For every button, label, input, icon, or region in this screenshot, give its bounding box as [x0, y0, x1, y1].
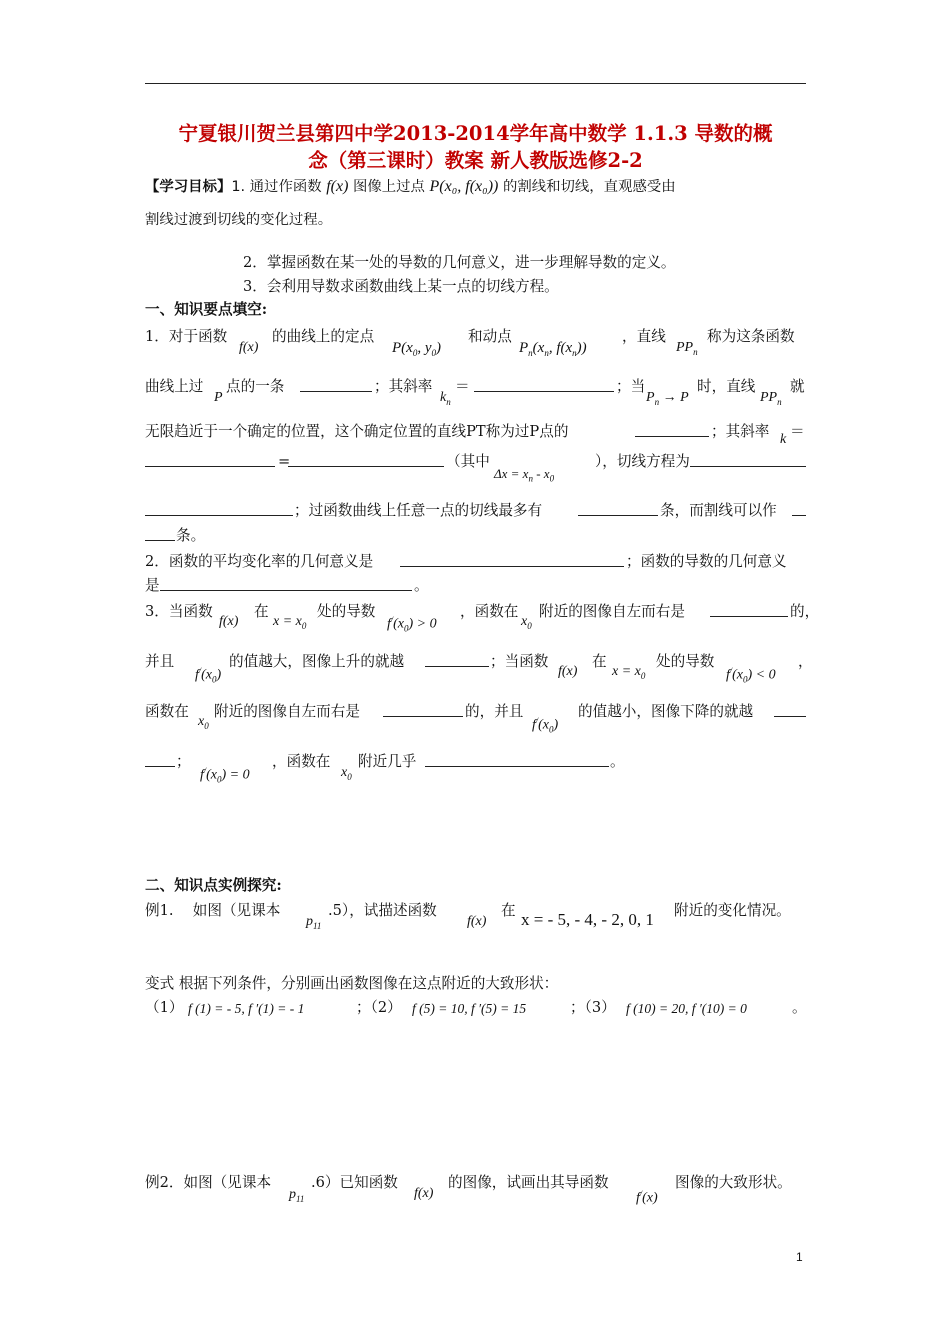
math-kn: $k_n$	[440, 390, 451, 407]
goals-line1: 【学习目标】1. 通过作函数 f(x) 图像上过点 P(x₀, f(x₀)) 的割线和切线，直观感受由	[145, 178, 676, 195]
math-p: P	[214, 390, 223, 405]
math-point-p: $P(x_0$, $y_0$)	[392, 340, 441, 358]
example1-label: 例1. 如图（见课本	[145, 902, 281, 919]
math-x0: $x_0$	[341, 765, 352, 782]
math-ppn: $PP_n$	[760, 390, 782, 407]
goals-item3: 3．会利用导数求函数曲线上某一点的切线方程。	[243, 278, 559, 295]
math-fprime-x: f/(x)	[636, 1189, 658, 1206]
blank-derivative-meaning[interactable]	[160, 576, 412, 591]
math-fprime-lt0: $f^/(x_0) < 0$	[726, 666, 776, 685]
document-title-line2: 念（第三课时）教案 新人教版选修2-2	[308, 149, 643, 172]
blank-flat[interactable]	[425, 752, 609, 767]
math-fx: f(x)	[558, 664, 578, 679]
math-ppn: $PP_n$	[676, 340, 698, 357]
page-number: 1	[796, 1250, 803, 1264]
math-fprime-gt0: $f^/(x_0) > 0$	[387, 615, 437, 634]
math-delta-x: $\Delta x = x_n - x_0$	[494, 466, 555, 484]
math-x-values: x = - 5, - 4, - 2, 0, 1	[521, 910, 654, 929]
blank-tangent-count[interactable]	[578, 501, 658, 516]
math-cond1: f (1) = - 5, f ′(1) = - 1	[188, 1001, 305, 1016]
blank-increasing[interactable]	[710, 602, 788, 617]
blank-slope-kn[interactable]	[474, 377, 614, 392]
blank-decreasing[interactable]	[383, 702, 463, 717]
math-x-eq-x0: $x = x_0$	[273, 614, 307, 631]
blank-steeper-up[interactable]	[425, 652, 489, 667]
blank-secant-count-a[interactable]	[792, 501, 806, 516]
variant-text: 变式 根据下列条件，分别画出函数图像在这点附近的大致形状：	[145, 975, 559, 992]
math-fprime-x0: $f^/(x_0)$	[532, 716, 559, 735]
blank-steeper-down-b[interactable]	[145, 752, 175, 767]
blank-avg-rate-meaning[interactable]	[400, 552, 624, 567]
blank-tangent[interactable]	[635, 422, 709, 437]
math-fprime-eq0: $f^/(x_0) = 0$	[200, 766, 250, 785]
math-fx: f(x)	[219, 614, 239, 629]
math-fx: f(x)	[239, 340, 259, 355]
goals-label: 【学习目标】	[145, 179, 232, 195]
math-x-eq-x0: $x = x_0$	[612, 664, 646, 681]
math-fprime-x0: $f^/(x_0)$	[195, 666, 222, 685]
blank-slope-k2[interactable]	[288, 452, 444, 467]
blank-steeper-down-a[interactable]	[774, 702, 806, 717]
document-title-line1: 宁夏银川贺兰县第四中学2013-2014学年高中数学 1.1.3 导数的概	[178, 122, 773, 145]
math-fx: f(x)	[326, 178, 349, 195]
goals-line1-cont: 割线过渡到切线的变化过程。	[145, 212, 333, 228]
goals-item2: 2．掌握函数在某一处的导数的几何意义，进一步理解导数的定义。	[243, 254, 676, 271]
math-p11: $p_{11}$	[306, 914, 322, 931]
section1-heading: 一、知识要点填空:	[145, 301, 268, 318]
math-fx: f(x)	[467, 914, 487, 929]
blank-secant-count-b[interactable]	[145, 526, 175, 541]
math-x0: $x_0$	[521, 614, 532, 631]
math-fx: f(x)	[414, 1186, 434, 1201]
blank-tangent-eq[interactable]	[690, 452, 806, 467]
math-cond3: f (10) = 20, f ′(10) = 0	[626, 1001, 747, 1016]
blank-slope-k1[interactable]	[145, 452, 275, 467]
math-point: P(x₀, f(x₀))	[429, 178, 499, 195]
math-cond2: f (5) = 10, f ′(5) = 15	[412, 1001, 527, 1016]
math-pn-to-p: $P_n \to P$	[646, 390, 689, 407]
blank-secant[interactable]	[300, 377, 372, 392]
blank-tangent-eq2[interactable]	[145, 501, 293, 516]
math-k: k	[780, 432, 787, 447]
math-p11: $p_{11}$	[289, 1187, 305, 1204]
section2-heading: 二、知识点实例探究:	[145, 877, 282, 894]
math-point-pn: $P_n(x_n$, $f(x_n)$)	[519, 340, 587, 358]
math-x0: $x_0$	[198, 714, 209, 731]
header-rule	[145, 83, 806, 84]
example2-label: 例2．如图（见课本	[145, 1174, 272, 1191]
